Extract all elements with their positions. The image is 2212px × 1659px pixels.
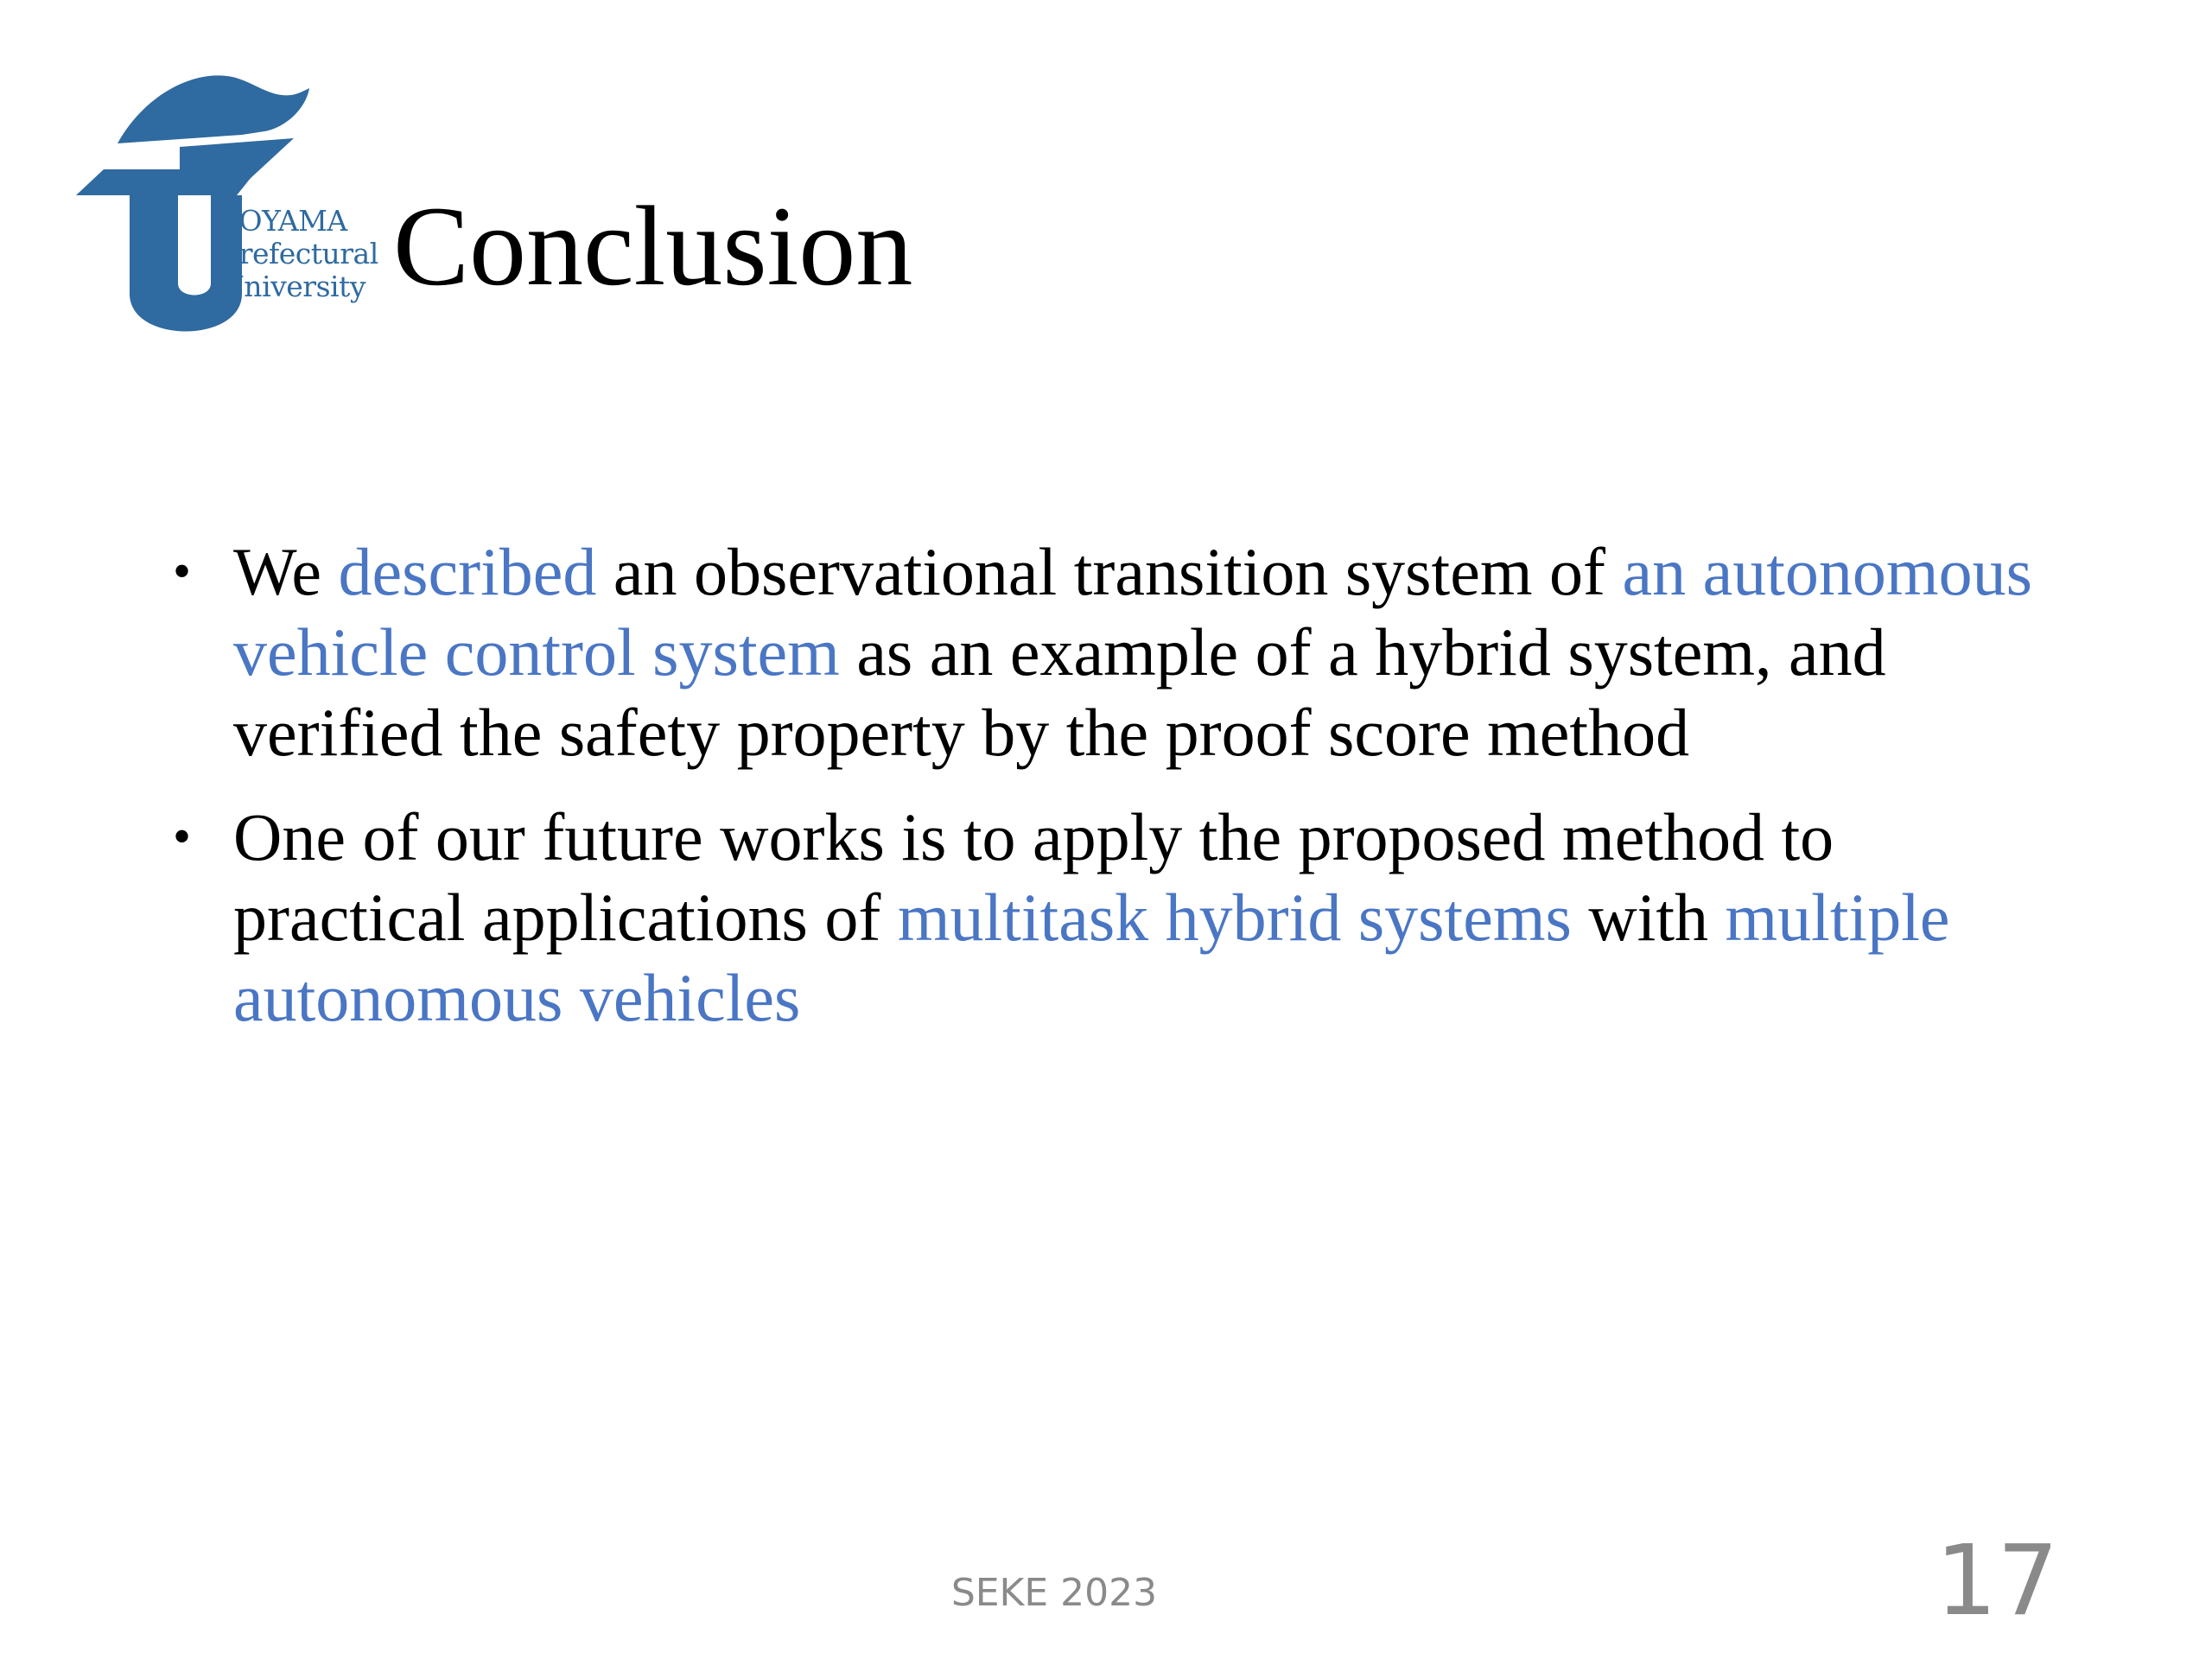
bullet-marker: • bbox=[173, 808, 192, 865]
text-run: One of our future works is to apply the proposed method to practical applications of bbox=[233, 799, 1834, 955]
highlight-run: an autonomous vehicle control system bbox=[233, 534, 2032, 690]
highlight-run: multiple autonomous vehicles bbox=[233, 880, 1950, 1035]
bullet-text bbox=[233, 799, 1950, 1035]
footer-conference: SEKE 2023 bbox=[950, 1571, 1158, 1615]
page-number: 17 bbox=[1936, 1525, 2059, 1637]
bullet-list bbox=[173, 531, 2074, 1038]
logo-line-2: Prefectural bbox=[220, 237, 378, 270]
text-run: an observational transition system of bbox=[596, 534, 1623, 609]
bullet-item bbox=[173, 531, 2074, 772]
logo-wordmark bbox=[220, 205, 378, 303]
bullet-text bbox=[233, 534, 2032, 770]
highlight-run: described bbox=[338, 534, 597, 609]
logo-line-1: TOYAMA bbox=[220, 204, 347, 238]
highlight-run: multitask hybrid systems bbox=[897, 880, 1572, 955]
logo-line-3: University bbox=[220, 270, 365, 303]
text-run: as an example of a hybrid system, and verified the safety property by the proof score method bbox=[233, 614, 1886, 770]
slide-title: Conclusion bbox=[393, 182, 913, 309]
bullet-item bbox=[173, 797, 2074, 1038]
bullet-marker: • bbox=[173, 543, 192, 600]
text-run: with bbox=[1571, 880, 1726, 955]
text-run: We bbox=[233, 534, 339, 609]
